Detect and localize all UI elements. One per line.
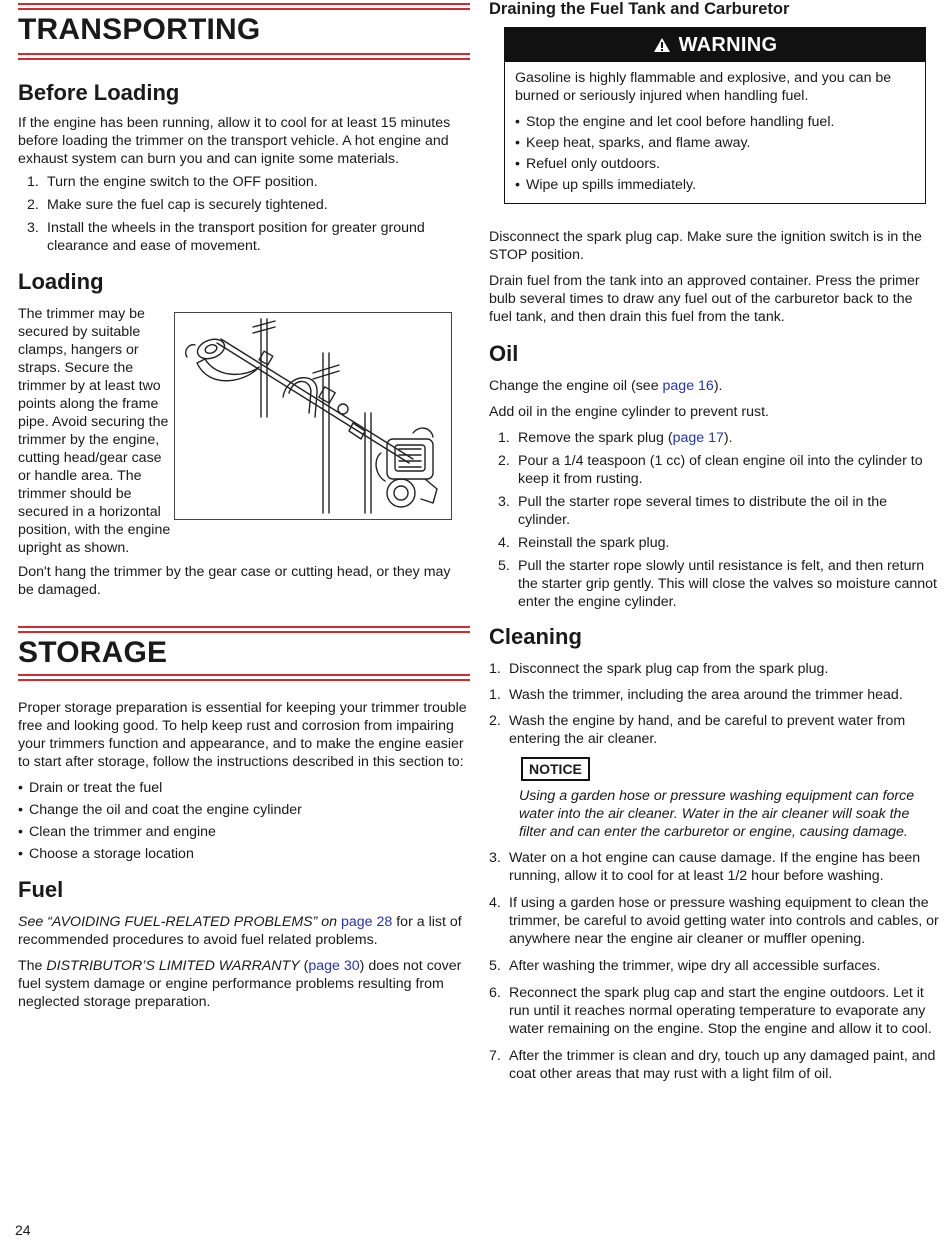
list-item: 6. Reconnect the spark plug cap and start the engine outdoors. Let it run until it reaches normal operating temperature to evaporate any water remaining on the engine. Stop the engine and allow it to cool.: [489, 985, 932, 1037]
storage-bullets: [18, 779, 470, 863]
list-item: • Change the oil and coat the engine cylinder: [18, 801, 470, 819]
heading-oil: Oil: [489, 341, 519, 366]
list-item: 1. Remove the spark plug (page 17).: [498, 430, 733, 446]
heading-before-loading: Before Loading: [18, 80, 180, 105]
notice-text: Using a garden hose or pressure washing equipment can force water into the air cleaner. Water in the air cleaner will soak the filter and can enter the carburetor or engine, causing damage.: [519, 788, 915, 840]
trimmer-loading-illustration: [174, 312, 452, 520]
list-item: 4. If using a garden hose or pressure washing equipment to clean the trimmer, be careful to avoid getting water into controls and cables, or anywhere near the engine air cleaner or muffler opening.: [489, 895, 939, 947]
list-item: 2. Make sure the fuel cap is securely tightened.: [27, 197, 328, 213]
list-item: 1. Turn the engine switch to the OFF position.: [27, 174, 318, 190]
chapter-title-storage: STORAGE: [18, 636, 168, 669]
list-item: 5. Pull the starter rope slowly until resistance is felt, and then return the starter grip gently. This will close the valves so moisture cannot enter the engine cylinder.: [498, 558, 937, 610]
cleaning-steps-b: [489, 849, 939, 1083]
fuel-paragraph-2: The DISTRIBUTOR’S LIMITED WARRANTY (page 30) does not cover fuel system damage or engine performance problems resulting from neglected storage preparation.: [18, 958, 462, 1010]
list-item: 3. Water on a hot engine can cause damage. If the engine has been running, allow it to cool for at least 1/2 hour before washing.: [489, 850, 921, 884]
before-loading-steps: [18, 173, 470, 255]
list-item: • Wipe up spills immediately.: [515, 176, 915, 194]
page-17-link[interactable]: page 17: [672, 430, 724, 446]
warning-triangle-icon: [653, 37, 671, 53]
oil-paragraph-1: Change the engine oil (see page 16).: [489, 378, 723, 394]
warning-box: [504, 27, 926, 204]
heading-loading: Loading: [18, 269, 104, 294]
heading-draining: Draining the Fuel Tank and Carburetor: [489, 0, 790, 18]
list-item: • Clean the trimmer and engine: [18, 823, 470, 841]
page-16-link[interactable]: page 16: [662, 378, 714, 394]
right-column: [489, 0, 939, 1083]
chapter-rule-top: [18, 3, 470, 10]
list-item: 1. Disconnect the spark plug cap from the spark plug.: [489, 661, 829, 677]
warning-bullets: [515, 113, 915, 194]
list-item: 3. Pull the starter rope several times to distribute the oil in the cylinder.: [498, 494, 888, 528]
page-30-link[interactable]: page 30: [308, 958, 360, 974]
before-loading-intro: If the engine has been running, allow it to cool for at least 15 minutes before loading the trimmer on the transport vehicle. A hot engine and exhaust system can burn you and can ignite some materials.: [18, 115, 451, 167]
cleaning-steps-a: [489, 660, 939, 748]
warning-text: Gasoline is highly flammable and explosive, and you can be burned or seriously injured when handling fuel.: [515, 70, 892, 104]
oil-paragraph-2: Add oil in the engine cylinder to prevent rust.: [489, 404, 769, 420]
list-item: • Refuel only outdoors.: [515, 155, 915, 173]
list-item: 2. Pour a 1/4 teaspoon (1 cc) of clean engine oil into the cylinder to keep it from rusting.: [498, 453, 923, 487]
draining-paragraph-2: Drain fuel from the tank into an approved container. Press the primer bulb several times to draw any fuel out of the carburetor back to the fuel tank, and then drain this fuel from the tank.: [489, 273, 920, 325]
list-item: 1. Wash the trimmer, including the area around the trimmer head.: [489, 687, 903, 703]
storage-intro: Proper storage preparation is essential for keeping your trimmer trouble free and looking good. To help keep rust and corrosion from impairing your trimmers function and appearance, and to make the engine easier to start after storage, follow the instructions described in this section to:: [18, 700, 467, 770]
draining-paragraph-1: Disconnect the spark plug cap. Make sure the ignition switch is in the STOP position.: [489, 229, 922, 263]
page-28-link[interactable]: page 28: [341, 914, 393, 930]
list-item: • Stop the engine and let cool before handling fuel.: [515, 113, 915, 131]
list-item: 7. After the trimmer is clean and dry, touch up any damaged paint, and coat other areas that may rust with a light film of oil.: [489, 1048, 936, 1082]
notice-block: [489, 757, 939, 841]
page-number: 24: [15, 1222, 31, 1238]
list-item: 4. Reinstall the spark plug.: [498, 535, 670, 551]
chapter-rule-bottom: [18, 674, 470, 681]
notice-label: NOTICE: [521, 757, 590, 781]
fuel-paragraph-1: See “AVOIDING FUEL-RELATED PROBLEMS” on page 28 for a list of recommended procedures to avoid fuel related problems.: [18, 914, 462, 948]
list-item: • Keep heat, sparks, and flame away.: [515, 134, 915, 152]
list-item: • Choose a storage location: [18, 845, 470, 863]
warning-label: WARNING: [678, 33, 778, 56]
loading-warning-text: Don't hang the trimmer by the gear case or cutting head, or they may be damaged.: [18, 564, 451, 598]
list-item: 3. Install the wheels in the transport position for greater ground clearance and ease of movement.: [27, 220, 425, 254]
oil-steps: [489, 429, 939, 611]
heading-fuel: Fuel: [18, 877, 64, 902]
list-item: • Drain or treat the fuel: [18, 779, 470, 797]
chapter-rule-bottom: [18, 53, 470, 60]
chapter-rule-top: [18, 626, 470, 633]
heading-cleaning: Cleaning: [489, 624, 582, 649]
warning-body: [505, 62, 925, 203]
loading-body: The trimmer may be secured by suitable clamps, hangers or straps. Secure the trimmer by at least two points along the frame pipe. Avoid securing the trimmer by the engine, cutting head/gear case or handle area. The trimmer should be secured in a horizontal position, with the engine upright as shown.: [18, 306, 171, 556]
chapter-title-transporting: TRANSPORTING: [18, 13, 261, 46]
list-item: 5. After washing the trimmer, wipe dry all accessible surfaces.: [489, 958, 881, 974]
warning-header: [505, 28, 925, 62]
list-item: 2. Wash the engine by hand, and be careful to prevent water from entering the air cleaner.: [489, 713, 906, 747]
